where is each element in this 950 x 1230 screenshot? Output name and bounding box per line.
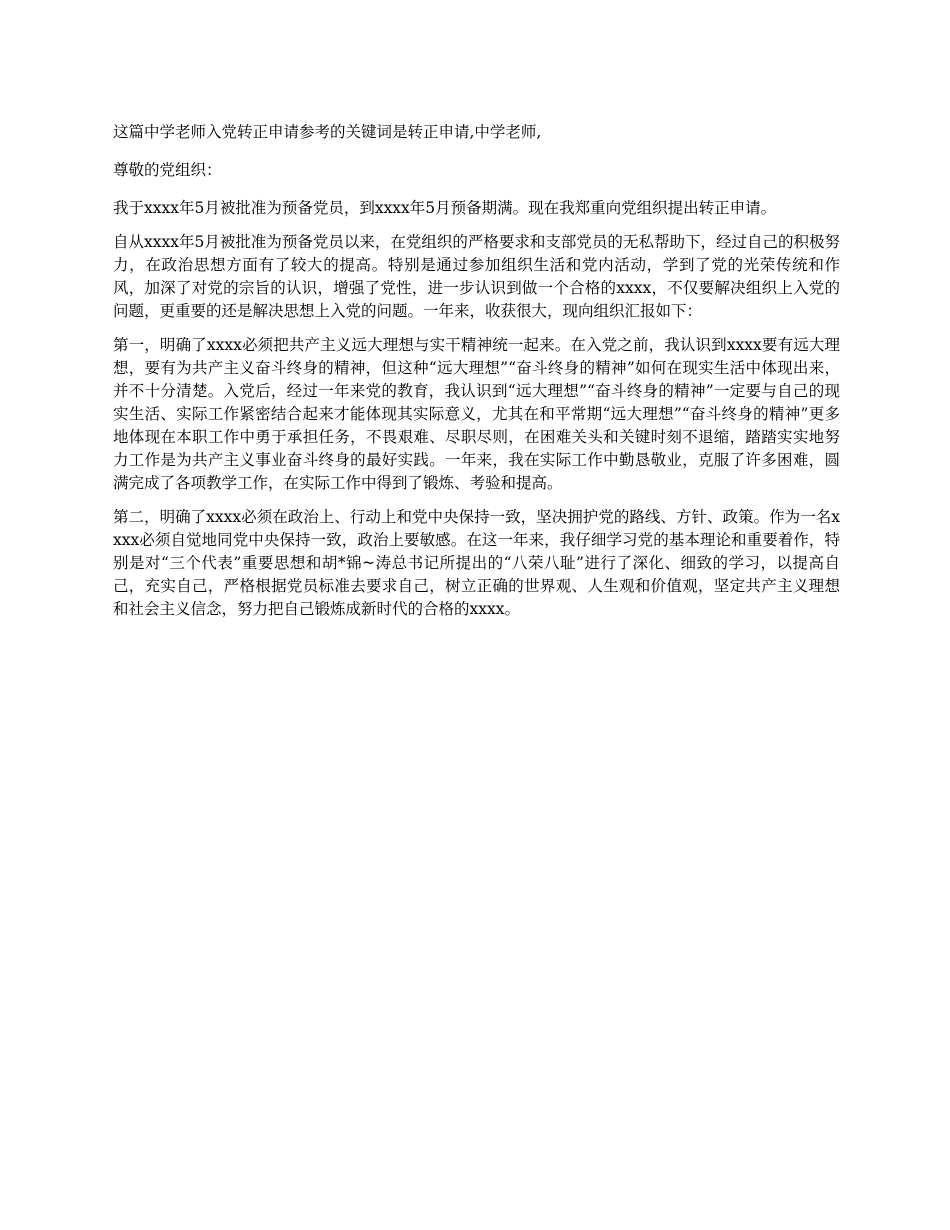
paragraph-point-one: 第一，明确了xxxx必须把共产主义远大理想与实干精神统一起来。在入党之前，我认识到xxxx要有远大理想，要有为共产主义奋斗终身的精神，但这种“远大理想”“奋斗终身的精神”如何在现实生活中体现出来，并不十分清楚。入党后，经过一年来党的教育，我认识到“远大理想”“奋斗终身的精神”一定要与自己的现实生活、实际工作紧密结合起来才能体现其实际意义，尤其在和平常期“远大理想”“奋斗终身的精神”更多地体现在本职工作中勇于承担任务，不畏艰难、尽职尽则，在困难关头和关键时刻不退缩，踏踏实实地努力工作是为共产主义事业奋斗终身的最好实践。一年来，我在实际工作中勤恳敬业，克服了许多困难，圆满完成了各项教学工作，在实际工作中得到了锻炼、考验和提高。 — [113, 336, 840, 492]
paragraph-application: 我于xxxx年5月被批准为预备党员，到xxxx年5月预备期满。现在我郑重向党组织提出转正申请。 — [113, 199, 777, 217]
salutation: 尊敬的党组织： — [113, 161, 222, 179]
document-intro: 这篇中学老师入党转正申请参考的关键词是转正申请,中学老师, — [113, 123, 542, 141]
document-body — [113, 121, 840, 632]
paragraph-point-two: 第二，明确了xxxx必须在政治上、行动上和党中央保持一致，坚决拥护党的路线、方针、政策。作为一名xxxx必须自觉地同党中央保持一致，政治上要敏感。在这一年来，我仔细学习党的基本理论和重要着作，特别是对“三个代表”重要思想和胡*锦~涛总书记所提出的“八荣八耻”进行了深化、细致的学习，以提高自己，充实自己，严格根据党员标准去要求自己，树立正确的世界观、人生观和价值观，坚定共产主义理想和社会主义信念，努力把自己锻炼成新时代的合格的xxxx。 — [113, 508, 840, 618]
paragraph-overview: 自从xxxx年5月被批准为预备党员以来，在党组织的严格要求和支部党员的无私帮助下，经过自己的积极努力，在政治思想方面有了较大的提高。特别是通过参加组织生活和党内活动，学到了党的光荣传统和作风，加深了对党的宗旨的认识，增强了党性，进一步认识到做一个合格的xxxx，不仅要解决组织上入党的问题，更重要的还是解决思想上入党的问题。一年来，收获很大，现向组织汇报如下： — [113, 233, 840, 320]
